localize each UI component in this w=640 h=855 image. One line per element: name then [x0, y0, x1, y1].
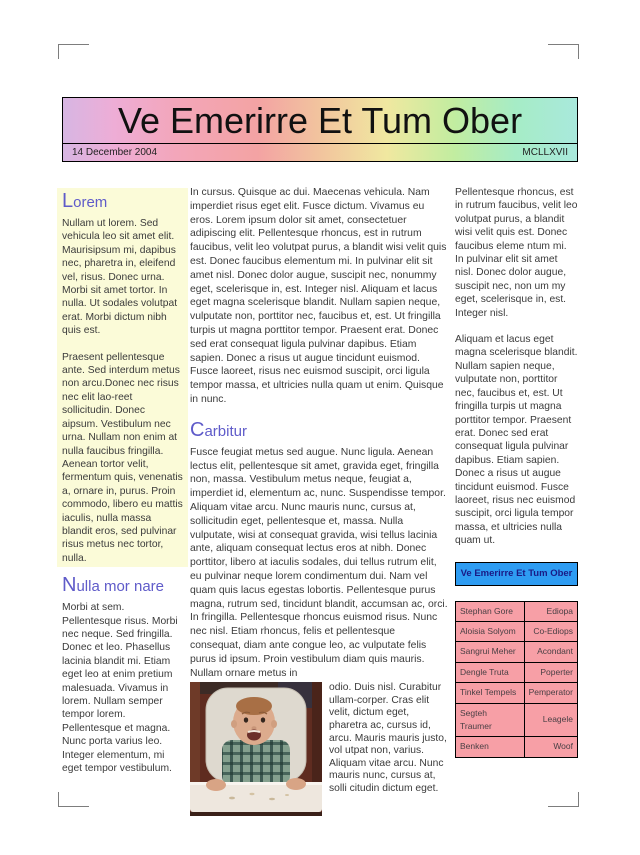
paragraph: Praesent pellentesque ante. Sed interdum metus non arcu.Donec nec risus nec elit lao-reet sollicitudin. Donec aipsum. Vestibulum nec urna. Nullam non enim at nulla faucibus fringilla. Aenean tortor velit, fermentum quis, venenatis a, ornare in, purus. Proin commodo, libero eu mattis iaculis, nulla massa blandit eros, sed pulvinar risus metus nec tortor, nulla.	[62, 351, 183, 564]
paragraph-beside-photo: odio. Duis nisl. Curabitur ullam-corper. Cras elit velit, dictum eget, pharetra ac, cursus id, arcu. Mauris mauris justo, vol utpat non, varius. Aliquam vitae arcu. Nunc mauris nunc, cursus at, solli citudin dictum eget.	[329, 682, 447, 795]
section-heading-carbitur: Carbitur	[190, 418, 247, 441]
staff-name: Dengle Truta	[456, 662, 525, 682]
masthead-strip	[63, 144, 577, 161]
paragraph: Aliquam et lacus eget magna scelerisque blandit. Nullam sapien neque, vulputate non, porttitor nec, faucibus et, est. Ut fringilla turpis ut magna porttitor tempor. Praesent erat. Donec sed erat consequat ligula pulvinar dapibus. Etiam sapien. Donec a risus ut augue tincidunt euismod. Fusce laoreet, risus nec euismod suscipit, orci ligula tempor massa, et ultricies nulla quam ut.	[455, 334, 578, 547]
staff-name: Benken	[456, 737, 525, 757]
photo-and-caption-row	[190, 682, 448, 816]
table-row	[456, 662, 578, 682]
paragraph: In cursus. Quisque ac dui. Maecenas vehicula. Nam imperdiet risus eget elit. Fusce dictum. Vivamus eu eros. Lorem ipsum dolor sit amet, consectetuer adipiscing elit. Pellentesque rhoncus, est in rutrum faucibus, velit leo volutpat purus, a blandit wisi velit quis est. Donec faucibus elementum mi. In pulvinar elit sit amet nisl. Donec dolor augue, suscipit nec, nonummy eget, scelerisque in, est. Integer nisl. Aliquam et lacus eget magna scelerisque blandit. Nullam sapien neque, vulputate non, porttitor nec, faucibus et, est. Ut fringilla turpis ut magna porttitor tempor. Praesent erat. Donec sed erat consequat ligula pulvinar dapibus. Etiam sapien. Donec a risus ut augue tincidunt euismod. Fusce laoreet, risus nec euismod suscipit, orci ligula tempor massa, et ultricies nulla quam ut enim. Quisque in nunc.	[190, 187, 447, 405]
crop-mark-bottom-right	[548, 792, 579, 807]
issue-date: 14 December 2004	[72, 147, 158, 158]
staff-name: Tinkel Tempels	[456, 683, 525, 703]
section-heading-lorem: Lorem	[62, 190, 108, 212]
staff-role: Woof	[524, 737, 577, 757]
issue-number: MCLLXVII	[522, 147, 568, 158]
table-row	[456, 737, 578, 757]
staff-name: Segteh Traumer	[456, 703, 525, 737]
paragraph: Nullam ut lorem. Sed vehicula leo sit amet elit. Maurisipsum mi, dapibus nec, pharetra in, eleifend vel, risus. Donec urna. Morbi sit amet tortor. In nulla. Ut sodales volutpat erat. Morbi dictum nibh quis est.	[62, 218, 178, 337]
highlight-box	[57, 188, 188, 567]
column-right	[455, 186, 578, 758]
column-left	[62, 188, 184, 788]
crop-mark-bottom-left	[58, 792, 89, 807]
paragraph: Morbi at sem. Pellentesque risus. Morbi nec neque. Sed fringilla. Donec et leo. Phasellus lacinia blandit mi. Etiam eget leo at enim pretium malesuada. Vivamus in lorem. Nullam semper tempor lorem. Pellentesque et magna. Nunc porta varius leo. Integer elementum, mi eget tempor vestibulum.	[62, 602, 178, 775]
staff-role: Ediopa	[524, 601, 577, 621]
section-heading-nulla-mor-nare: Nulla mor nare	[62, 574, 164, 597]
newsletter-title: Ve Emerirre Et Tum Ober	[63, 98, 577, 144]
table-row	[456, 642, 578, 662]
staff-role: Leagele	[524, 703, 577, 737]
table-row	[456, 683, 578, 703]
paragraph: Fusce feugiat metus sed augue. Nunc ligula. Aenean lectus elit, pellentesque sit amet, gravida eget, fringilla non, massa. Vestibulum metus neque, feugiat a, imperdiet id, elementum ac, nunc. Suspendisse tempor. Aliquam vitae arcu. Nunc mauris nunc, cursus at, sollicitudin eget, pellentesque et, massa. Nulla vulputate, wisi at consequat gravida, wisi tellus lacinia ante, aliquam consequat lectus eros at nibh. Donec porttitor, libero at iaculis sodales, dui tellus rutrum elit, eu pulvinar neque lorem condimentum dui. Nam vel quam quis lacus egestas lobortis. Pellentesque purus magna, rutrum sed, tincidunt blandit, accumsan ac, orci. In fringilla. Pellentesque rhoncus euismod risus. Nunc nec nisl. Etiam rhoncus, felis et pellentesque consequat, diam ante congue leo, ac vulputate felis purus id ipsum. Proin vestibulum diam quis mauris. Nullam ornare metus in	[190, 446, 448, 679]
crop-mark-top-left	[58, 44, 89, 59]
newsletter-name-infobox: Ve Emerirre Et Tum Ober	[455, 562, 578, 586]
staff-role: Pemperator	[524, 683, 577, 703]
crop-mark-top-right	[548, 44, 579, 59]
table-row	[456, 601, 578, 621]
paragraph: Pellentesque rhoncus, est in rutrum faucibus, velit leo volutpat purus, a blandit wisi velit quis est. Donec faucibus eleme ntum mi. In pulvinar elit sit amet nisl. Donec dolor augue, suscipit nec, non um my eget, scelerisque in, est. Integer nisl.	[455, 187, 578, 319]
column-center	[190, 186, 448, 816]
staff-role: Acondant	[524, 642, 577, 662]
staff-table	[455, 601, 578, 758]
staff-name: Stephan Gore	[456, 601, 525, 621]
staff-role: Co-Ediops	[524, 621, 577, 641]
baby-photo	[190, 682, 322, 816]
staff-role: Poperter	[524, 662, 577, 682]
staff-name: Aloisia Solyom	[456, 621, 525, 641]
table-row	[456, 703, 578, 737]
masthead-banner	[62, 97, 578, 162]
table-row	[456, 621, 578, 641]
staff-name: Sangrui Meher	[456, 642, 525, 662]
